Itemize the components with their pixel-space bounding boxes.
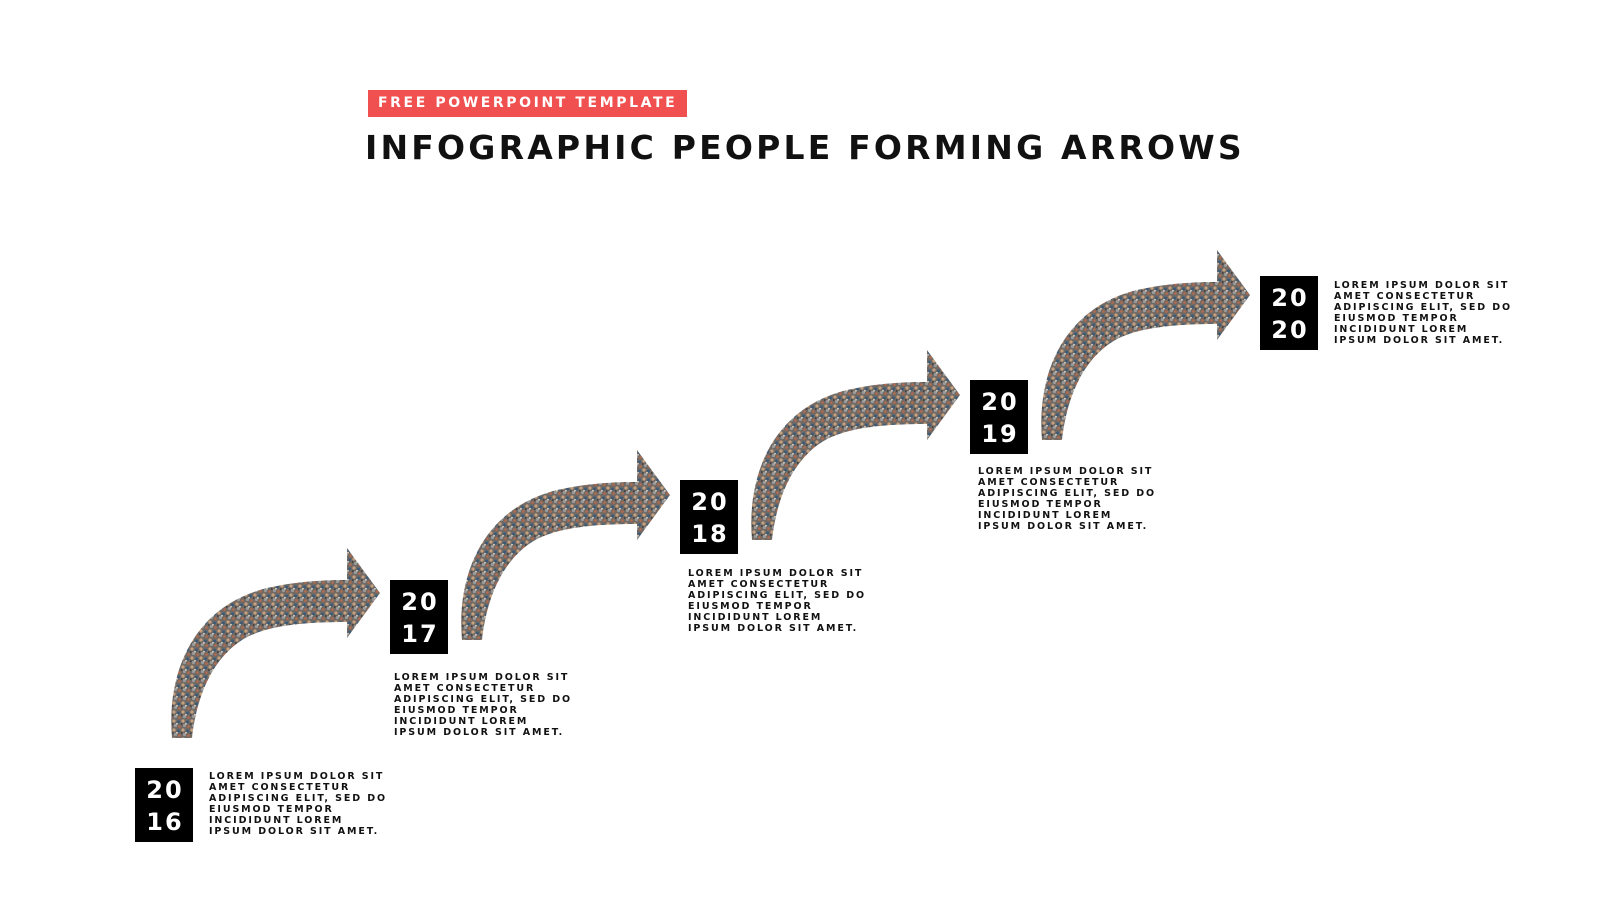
year-box-2016 — [135, 768, 193, 842]
crowd-arrow-icon — [171, 548, 380, 738]
year-box-top: 20 — [401, 588, 439, 616]
template-tag: FREE POWERPOINT TEMPLATE — [368, 90, 687, 117]
year-box-bottom: 16 — [146, 808, 184, 836]
year-box-top: 20 — [981, 388, 1019, 416]
step-description-2018: LOREM IPSUM DOLOR SIT AMET CONSECTETUR ADIPISCING ELIT, SED DO EIUSMOD TEMPOR INCIDIDUNT LOREM IPSUM DOLOR SIT AMET. — [688, 568, 866, 634]
year-box-top: 20 — [146, 776, 184, 804]
year-box-2018 — [680, 480, 738, 554]
year-box-2020 — [1260, 276, 1318, 350]
crowd-arrow-icon — [461, 450, 670, 640]
crowd-arrow-icon — [751, 350, 960, 540]
year-box-2017 — [390, 580, 448, 654]
step-description-2016: LOREM IPSUM DOLOR SIT AMET CONSECTETUR ADIPISCING ELIT, SED DO EIUSMOD TEMPOR INCIDIDUNT LOREM IPSUM DOLOR SIT AMET. — [209, 771, 387, 837]
page-title: INFOGRAPHIC PEOPLE FORMING ARROWS — [365, 128, 1245, 167]
year-box-bottom: 18 — [691, 520, 729, 548]
crowd-arrow-icon — [1041, 250, 1250, 440]
year-box-bottom: 19 — [981, 420, 1019, 448]
step-description-2019: LOREM IPSUM DOLOR SIT AMET CONSECTETUR ADIPISCING ELIT, SED DO EIUSMOD TEMPOR INCIDIDUNT LOREM IPSUM DOLOR SIT AMET. — [978, 466, 1156, 532]
step-description-2020: LOREM IPSUM DOLOR SIT AMET CONSECTETUR ADIPISCING ELIT, SED DO EIUSMOD TEMPOR INCIDIDUNT LOREM IPSUM DOLOR SIT AMET. — [1334, 280, 1512, 346]
step-description-2017: LOREM IPSUM DOLOR SIT AMET CONSECTETUR ADIPISCING ELIT, SED DO EIUSMOD TEMPOR INCIDIDUNT LOREM IPSUM DOLOR SIT AMET. — [394, 672, 572, 738]
year-box-top: 20 — [691, 488, 729, 516]
year-box-bottom: 20 — [1271, 316, 1309, 344]
year-box-bottom: 17 — [401, 620, 439, 648]
year-box-top: 20 — [1271, 284, 1309, 312]
year-box-2019 — [970, 380, 1028, 454]
